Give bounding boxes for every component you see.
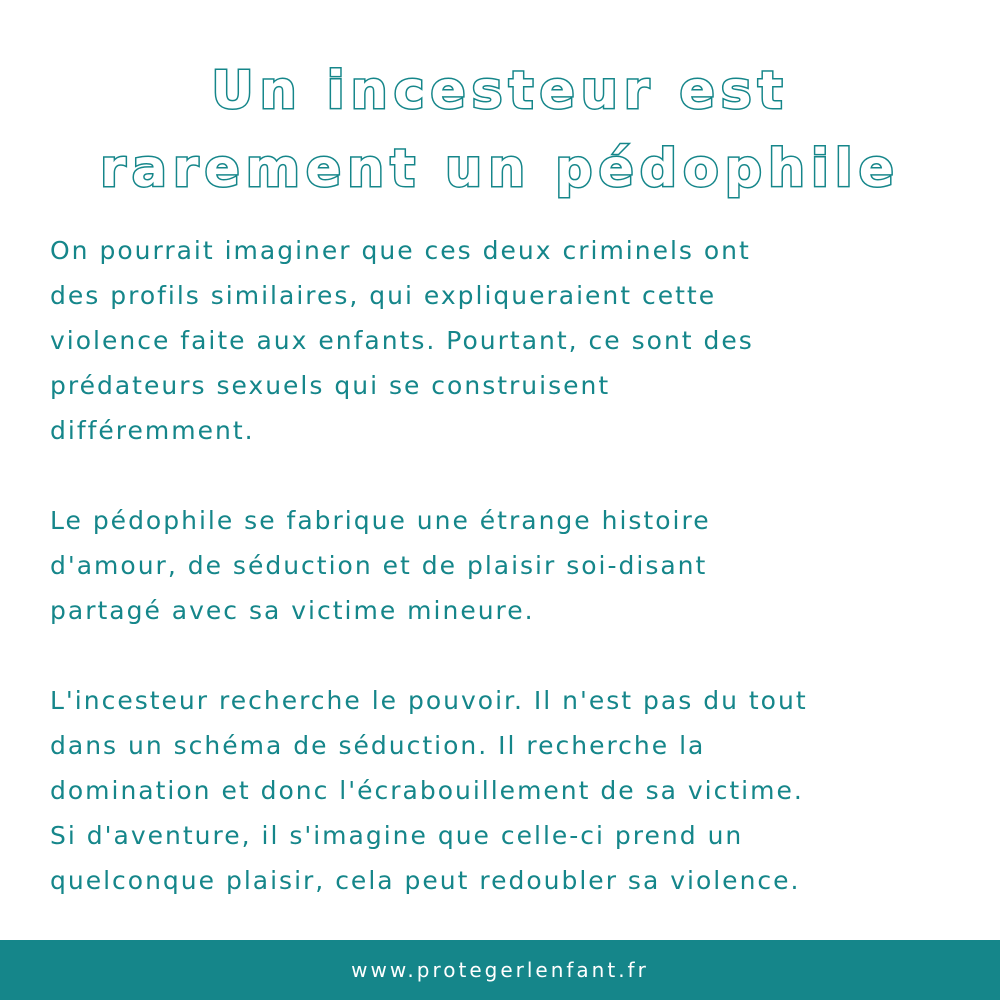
footer-bar bbox=[0, 940, 1000, 1000]
paragraph-line: d'amour, de séduction et de plaisir soi-disant bbox=[50, 551, 708, 580]
paragraph-line: On pourrait imaginer que ces deux criminels ont bbox=[50, 236, 751, 265]
paragraph-line: différemment. bbox=[50, 416, 255, 445]
paragraph-incesteur bbox=[50, 678, 970, 903]
paragraph-line: prédateurs sexuels qui se construisent bbox=[50, 371, 611, 400]
page-title bbox=[0, 52, 1000, 208]
paragraph-line: Le pédophile se fabrique une étrange histoire bbox=[50, 506, 711, 535]
paragraph-line: partagé avec sa victime mineure. bbox=[50, 596, 535, 625]
paragraph-line: Si d'aventure, il s'imagine que celle-ci prend un bbox=[50, 821, 744, 850]
paragraph-line: violence faite aux enfants. Pourtant, ce sont des bbox=[50, 326, 754, 355]
article-body bbox=[50, 228, 970, 948]
paragraph-intro bbox=[50, 228, 970, 453]
title-line-1: Un incesteur est bbox=[211, 61, 789, 121]
paragraph-line: des profils similaires, qui expliqueraient cette bbox=[50, 281, 717, 310]
paragraph-line: L'incesteur recherche le pouvoir. Il n'est pas du tout bbox=[50, 686, 808, 715]
paragraph-line: domination et donc l'écrabouillement de sa victime. bbox=[50, 776, 804, 805]
title-line-2: rarement un pédophile bbox=[100, 139, 900, 199]
paragraph-pedophile bbox=[50, 498, 970, 633]
paragraph-line: quelconque plaisir, cela peut redoubler sa violence. bbox=[50, 866, 801, 895]
paragraph-line: dans un schéma de séduction. Il recherche la bbox=[50, 731, 706, 760]
footer-url[interactable]: www.protegerlenfant.fr bbox=[351, 958, 649, 982]
